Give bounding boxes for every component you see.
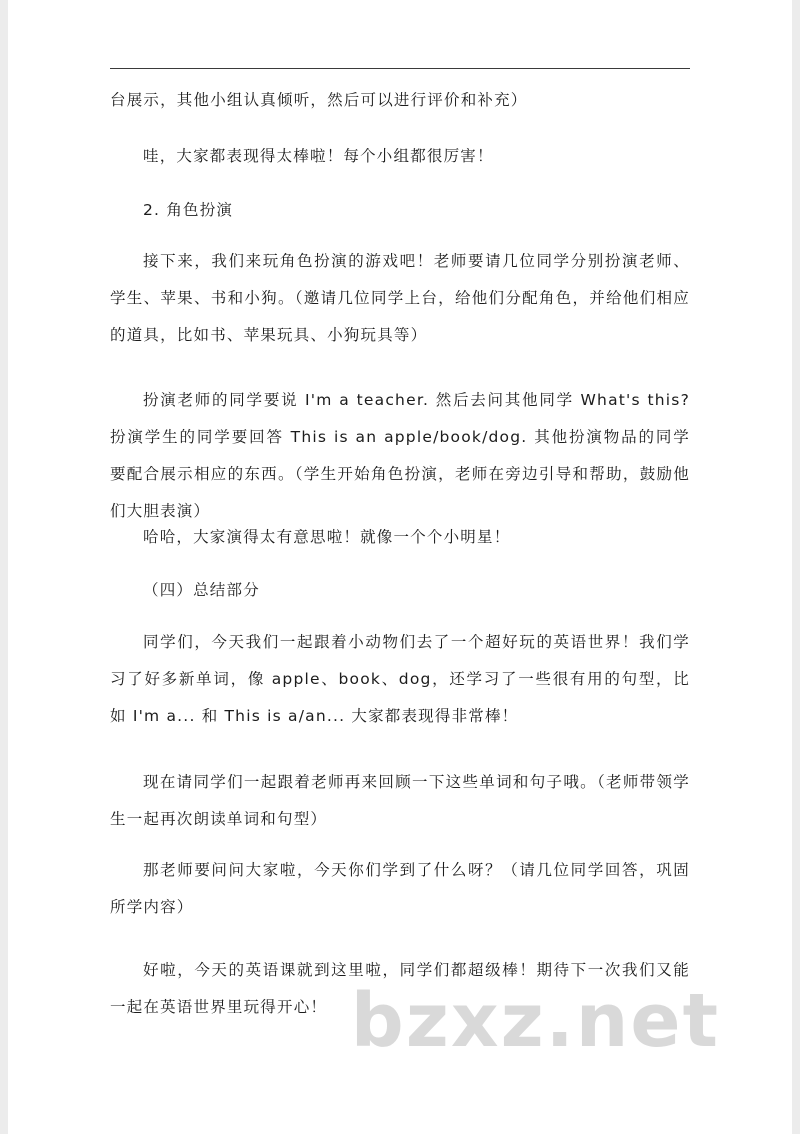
paragraph-little-stars: 哈哈，大家演得太有意思啦！就像一个个小明星！ (143, 528, 511, 546)
header-rule (110, 68, 690, 69)
site-watermark: bzxz.net (350, 978, 720, 1064)
paragraph-praise: 哇，大家都表现得太棒啦！每个小组都很厉害！ (143, 147, 494, 165)
paragraph-role-play-intro: 接下来，我们来玩角色扮演的游戏吧！老师要请几位同学分别扮演老师、学生、苹果、书和小狗。（邀请几位同学上台，给他们分配角色，并给他们相应的道具，比如书、苹果玩具、小狗玩具等） (110, 252, 690, 344)
section-heading-role-play: 2. 角色扮演 (143, 201, 234, 219)
paragraph-closing: 好啦，今天的英语课就到这里啦，同学们都超级棒！期待下一次我们又能一起在英语世界里玩得开心！ (110, 961, 690, 1016)
paragraph-question: 那老师要问问大家啦，今天你们学到了什么呀？（请几位同学回答，巩固所学内容） (110, 861, 690, 916)
paragraph-review: 现在请同学们一起跟着老师再来回顾一下这些单词和句子哦。（老师带领学生一起再次朗读单词和句型） (110, 773, 690, 828)
section-heading-summary: （四）总结部分 (143, 581, 260, 599)
document-page (8, 0, 792, 1134)
paragraph-role-play-dialogue: 扮演老师的同学要说 I'm a teacher. 然后去问其他同学 What's this? 扮演学生的同学要回答 This is an apple/book/dog. 其他扮演物品的同学要配合展示相应的东西。（学生开始角色扮演，老师在旁边引导和帮助，鼓励他们大胆表演） (110, 391, 690, 520)
paragraph-continuation: 台展示，其他小组认真倾听，然后可以进行评价和补充） (110, 91, 528, 109)
paragraph-summary: 同学们，今天我们一起跟着小动物们去了一个超好玩的英语世界！我们学习了好多新单词，像 apple、book、dog，还学习了一些很有用的句型，比如 I'm a... 和 This is a/an... 大家都表现得非常棒！ (110, 633, 690, 725)
